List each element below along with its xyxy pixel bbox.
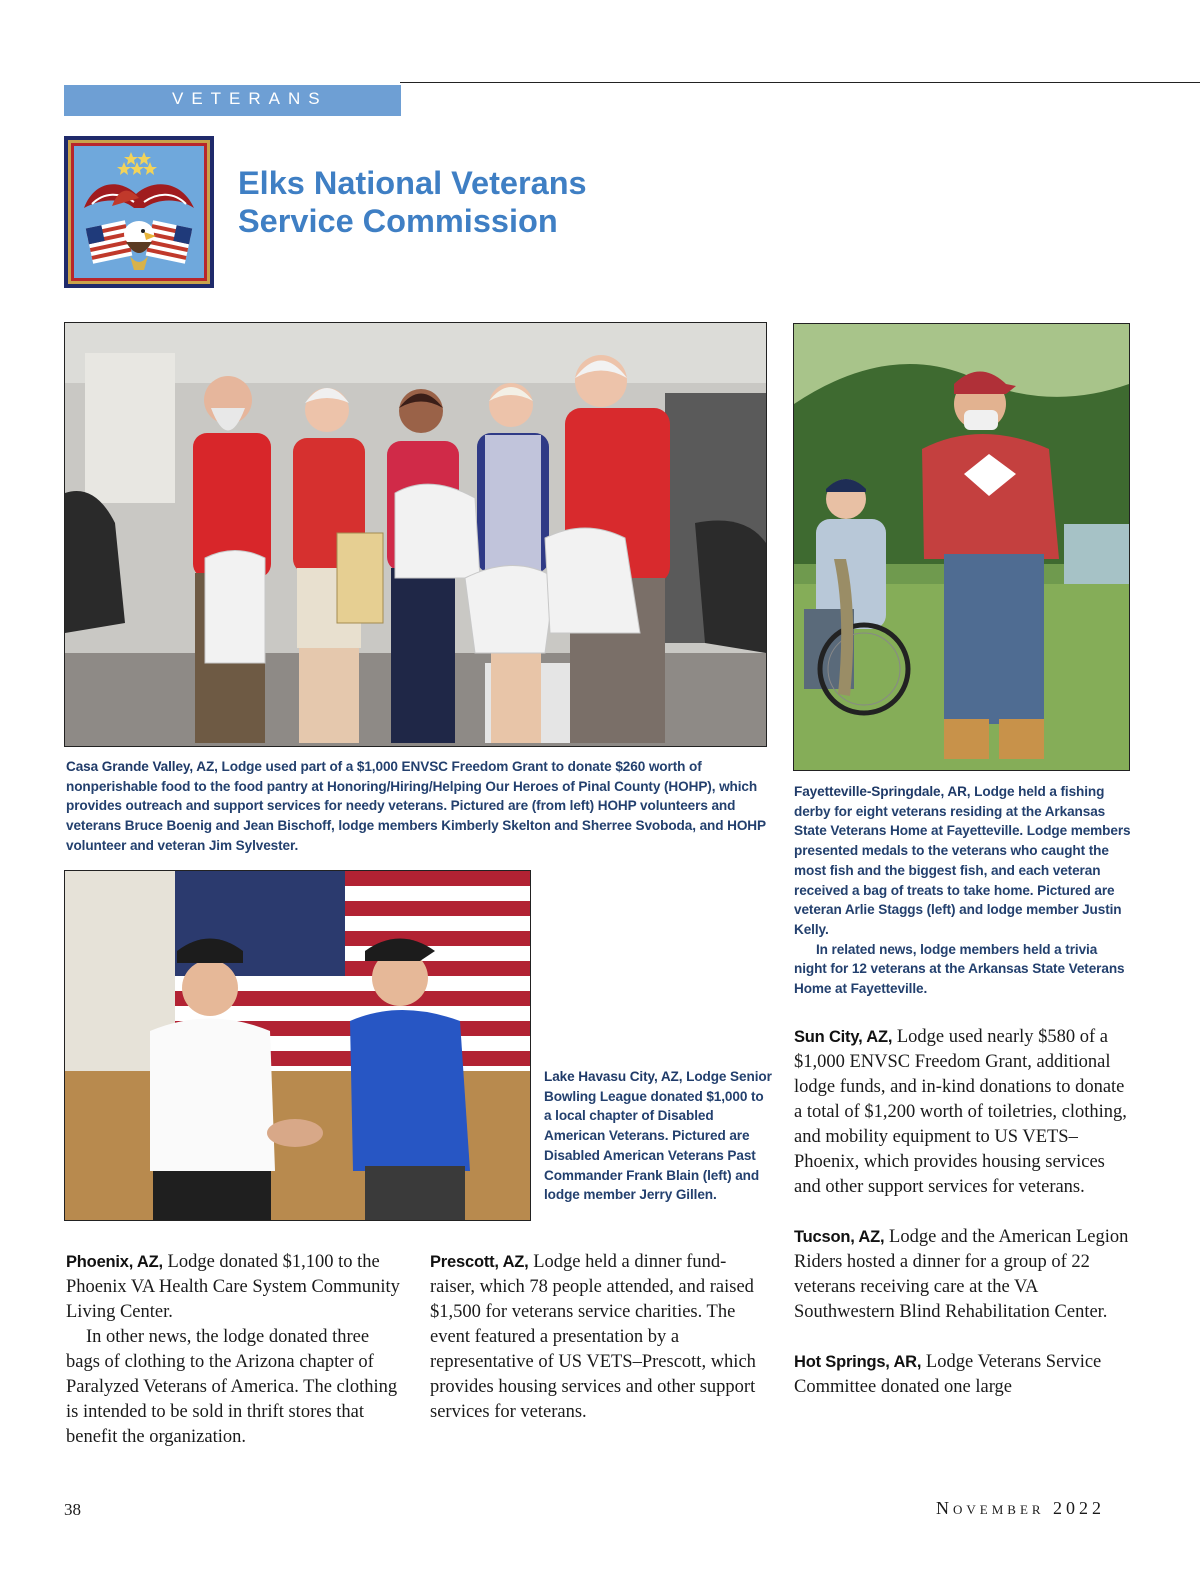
page-title-line2: Service Commission xyxy=(238,203,558,239)
caption-lake-havasu xyxy=(544,1067,774,1205)
article-hot-springs xyxy=(794,1350,1134,1400)
photo-fayetteville xyxy=(793,323,1130,771)
caption-text: Lodge used part of a $1,000 ENVSC Freedom Grant to donate $260 worth of nonperishable food to the food pantry at Honoring/Hiring/Helping Our Heroes of Pinal County (HOHP), which provides outreach and support services for needy veterans. Pictured are (from left) HOHP volunteers and veterans Bruce Boenig and Jean Bischoff, lodge members Kimberly Skelton and Sherree Svoboda, and HOHP volunteer and veteran Jim Sylvester. xyxy=(66,759,766,853)
column-right xyxy=(794,1025,1134,1400)
eagle-flags-emblem-icon xyxy=(64,136,214,288)
article-text: Lodge held a dinner fund-raiser, which 78 people attended, and raised $1,500 for veterans service charities. The event featured a presentation by a representative of US VETS–Prescott, which provides housing services and other support services for veterans. xyxy=(430,1252,756,1422)
envsc-logo xyxy=(64,136,214,288)
column-middle xyxy=(430,1250,760,1425)
article-prescott xyxy=(430,1250,760,1425)
fayetteville-photo-illustration xyxy=(794,324,1129,770)
article-text: Lodge used nearly $580 of a $1,000 ENVSC Freedom Grant, additional lodge funds, and in-kind donations to donate a total of $1,200 worth of toiletries, clothing, and mobility equipment to US VETS–Phoenix, which provides housing services and other support services for veterans. xyxy=(794,1027,1127,1197)
caption-fayetteville xyxy=(794,782,1132,999)
photo-lake-havasu xyxy=(64,870,531,1221)
casa-grande-photo-illustration xyxy=(65,323,766,746)
article-phoenix-text-2: In other news, the lodge donated three bags of clothing to the Arizona chapter of Paralyzed Veterans of America. The clothing is intended to be sold in thrift stores that benefit the organization. xyxy=(66,1327,398,1447)
section-label: VETERANS xyxy=(172,89,328,108)
article-phoenix xyxy=(66,1250,401,1325)
article-tucson xyxy=(794,1225,1134,1325)
caption-casa-grande xyxy=(66,757,766,856)
article-location: Sun City, AZ, xyxy=(794,1028,893,1046)
page-title-line1: Elks National Veterans xyxy=(238,165,587,201)
article-location: Hot Springs, AR, xyxy=(794,1353,922,1371)
article-text: Lodge Veterans Service Committee donated one large xyxy=(794,1352,1102,1397)
article-text: Lodge donated $1,100 to the Phoenix VA Health Care System Community Living Center. xyxy=(66,1252,400,1322)
article-location: Tucson, AZ, xyxy=(794,1228,885,1246)
caption-text: Lodge Senior Bowling League donated $1,000 to a local chapter of Disabled American Veterans. Pictured are Disabled American Veterans Past Commander Frank Blain (left) and lodge member Jerry Gillen. xyxy=(544,1069,772,1203)
article-location: Phoenix, AZ, xyxy=(66,1253,163,1271)
article-sun-city xyxy=(794,1025,1134,1200)
page-title xyxy=(238,164,587,240)
column-left xyxy=(66,1250,401,1450)
header-rule xyxy=(400,82,1200,83)
page-number: 38 xyxy=(64,1500,81,1519)
article-location: Prescott, AZ, xyxy=(430,1253,529,1271)
article-text: Lodge and the American Legion Riders hosted a dinner for a group of 22 veterans receiving care at the VA Southwestern Blind Rehabilitation Center. xyxy=(794,1227,1129,1322)
photo-casa-grande xyxy=(64,322,767,747)
caption-text-2: In related news, lodge members held a trivia night for 12 veterans at the Arkansas State Veterans Home at Fayetteville. xyxy=(794,941,1125,997)
lake-havasu-photo-illustration xyxy=(65,871,530,1220)
caption-location: Fayetteville-Springdale, AR, xyxy=(794,784,971,799)
caption-location: Lake Havasu City, AZ, xyxy=(544,1069,683,1084)
caption-location: Casa Grande Valley, AZ, xyxy=(66,759,218,774)
issue-date: November 2022 xyxy=(936,1498,1106,1518)
caption-text: Lodge held a fishing derby for eight veterans residing at the Arkansas State Veterans Home at Fayetteville. Lodge members presented medals to the veterans who caught the most fish and the biggest fish, and each veteran received a bag of treats to take home. Pictured are veteran Arlie Staggs (left) and lodge member Justin Kelly. xyxy=(794,784,1131,937)
